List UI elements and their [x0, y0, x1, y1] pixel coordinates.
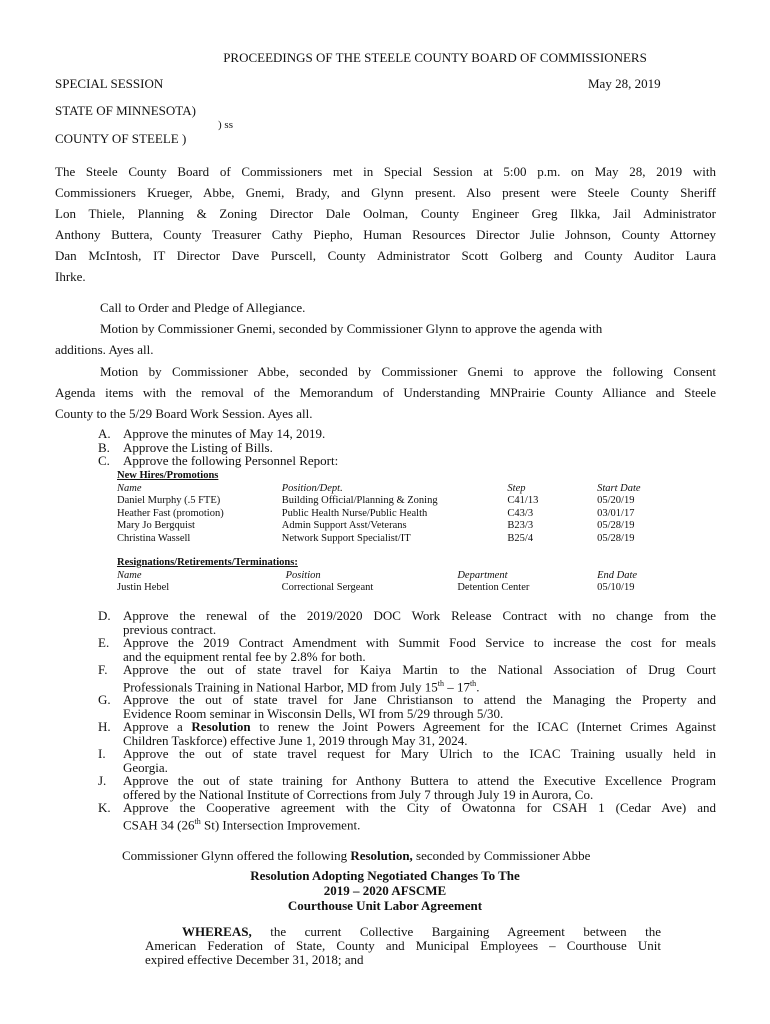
- motion-consent-line3: County to the 5/29 Board Work Session. Ayes all.: [55, 406, 313, 421]
- intro-line: Commissioners Krueger, Abbe, Gnemi, Brady, and Glynn present. Also present were Steele County Sheriff: [55, 185, 716, 200]
- consent-item-b: B. Approve the Listing of Bills.: [98, 439, 273, 455]
- intro-line: Lon Thiele, Planning & Zoning Director Dale Oolman, County Engineer Greg Ilkka, Jail Administrator: [55, 206, 716, 221]
- consent-item-j: J. Approve the out of state training for Anthony Buttera to attend the Executive Excellence Program offered by the National Institute of Corrections from July 7 through July 19 in Aurora, Co.: [98, 773, 716, 802]
- table-header-row: Name Position/Dept. Step Start Date: [117, 482, 641, 494]
- table-row: Justin Hebel Correctional Sergeant Detention Center 05/10/19: [117, 582, 635, 593]
- table-row: Christina Wassell Network Support Specialist/IT B25/4 05/28/19: [117, 532, 635, 544]
- consent-item-a: A. Approve the minutes of May 14, 2019.: [98, 426, 326, 441]
- venue-state: STATE OF MINNESOTA): [55, 103, 196, 118]
- resolution-title-line2: 2019 – 2020 AFSCME: [323, 883, 447, 898]
- consent-item-g: G. Approve the out of state travel for Jane Christianson to attend the Managing the Property and Evidence Room seminar in Wisconsin Dells, WI from 5/29 through 5/30.: [98, 692, 716, 721]
- resolution-intro: Commissioner Glynn offered the following Resolution, seconded by Commissioner Abbe: [122, 848, 591, 863]
- new-hires-header: New Hires/Promotions: [117, 470, 219, 481]
- motion-consent-line1: Motion by Commissioner Abbe, seconded by Commissioner Gnemi to approve the following Consent: [100, 364, 716, 379]
- intro-line: Dan McIntosh, IT Director Dave Purscell, County Administrator Scott Golberg and County Auditor Laura: [55, 248, 716, 263]
- resignations-header: Resignations/Retirements/Terminations:: [117, 557, 298, 568]
- intro-line: Anthony Buttera, County Treasurer Cathy Piepho, Human Resources Director Julie Johnson, County Attorney: [55, 227, 716, 242]
- consent-item-d: D. Approve the renewal of the 2019/2020 DOC Work Release Contract with no change from the previous contract.: [98, 608, 716, 637]
- consent-items-a-c: [98, 427, 716, 468]
- motion-agenda: [55, 318, 716, 360]
- resignations-table: [117, 557, 677, 595]
- consent-item-c: C. Approve the following Personnel Report:: [98, 453, 339, 468]
- meeting-date: May 28, 2019: [588, 76, 661, 91]
- motion-consent-line2: Agenda items with the removal of the Memorandum of Understanding MNPrairie County Alliance and Steele: [55, 385, 716, 400]
- resolution-title-line1: Resolution Adopting Negotiated Changes To The: [250, 868, 520, 883]
- consent-item-k: K. Approve the Cooperative agreement with the City of Owatonna for CSAH 1 (Cedar Ave) and CSAH 34 (26th St) Intersection Improvement.: [98, 800, 716, 833]
- consent-item-h: H. Approve a Resolution to renew the Joint Powers Agreement for the ICAC (Internet Crimes Against Children Taskforce) effective June 1, 2019 through May 31, 2024.: [98, 719, 716, 748]
- motion-agenda-line2: additions. Ayes all.: [55, 342, 154, 357]
- call-to-order: Call to Order and Pledge of Allegiance.: [100, 300, 306, 315]
- table-row: Daniel Murphy (.5 FTE) Building Official/Planning & Zoning C41/13 05/20/19: [117, 495, 635, 506]
- consent-item-i: I. Approve the out of state travel request for Mary Ulrich to the ICAC Training usually held in Georgia.: [98, 746, 716, 775]
- consent-items-d-k: [98, 609, 716, 832]
- intro-line: The Steele County Board of Commissioners met in Special Session at 5:00 p.m. on May 28, 2019 with: [55, 164, 716, 179]
- document-title: PROCEEDINGS OF THE STEELE COUNTY BOARD OF COMMISSIONERS: [223, 50, 647, 65]
- table-row: Mary Jo Bergquist Admin Support Asst/Veterans B23/3 05/28/19: [117, 520, 635, 531]
- resolution-title-line3: Courthouse Unit Labor Agreement: [287, 898, 483, 913]
- table-header-row: Name Position Department End Date: [117, 569, 638, 581]
- venue-county: COUNTY OF STEELE ): [55, 131, 187, 146]
- intro-paragraph: [55, 161, 716, 287]
- intro-line: Ihrke.: [55, 269, 86, 284]
- venue-ss: ) ss: [218, 119, 233, 131]
- new-hires-table: [117, 470, 677, 545]
- motion-agenda-line1: Motion by Commissioner Gnemi, seconded by Commissioner Glynn to approve the agenda with: [100, 321, 603, 336]
- consent-item-e: E. Approve the 2019 Contract Amendment with Summit Food Service to increase the cost for meals and the equipment rental fee by 2.8% for both.: [98, 635, 716, 664]
- consent-item-f: F. Approve the out of state travel for Kaiya Martin to the National Association of Drug Court Professionals Training in National Harbor, MD from July 15th – 17th.: [98, 662, 716, 694]
- motion-consent: [55, 361, 716, 424]
- whereas-clause: WHEREAS, the current Collective Bargaining Agreement between the American Federation of State, County and Municipal Employees – Courthouse Unit expired effective December 31, 2018; and: [145, 924, 661, 967]
- session-type: SPECIAL SESSION: [55, 76, 164, 91]
- table-row: Heather Fast (promotion) Public Health Nurse/Public Health C43/3 03/01/17: [117, 507, 635, 519]
